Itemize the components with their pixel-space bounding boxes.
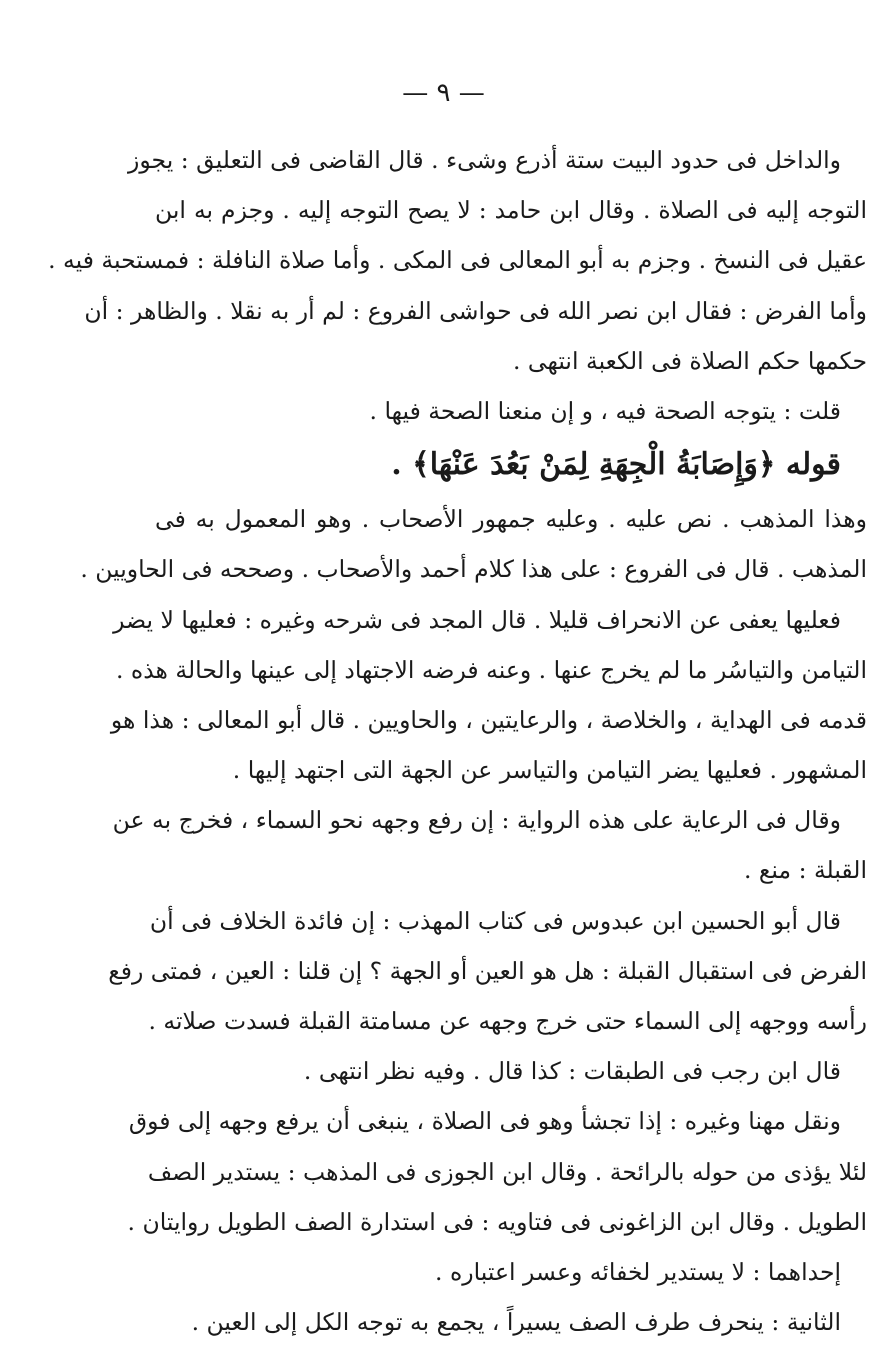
text-line: وهذا المذهب . نص عليه . وعليه جمهور الأصحاب . وهو المعمول به فى [155, 505, 867, 534]
text-line: الفرض فى استقبال القبلة : هل هو العين أو الجهة ؟ إن قلنا : العين ، فمتى رفع [108, 956, 867, 985]
text-line: القبلة : منع . [743, 856, 867, 885]
body-text [48, 135, 867, 1347]
text-line: قال ابن رجب فى الطبقات : كذا قال . وفيه نظر انتهى . [303, 1057, 841, 1086]
text-line: فعليها يعفى عن الانحراف قليلا . قال المجد فى شرحه وغيره : فعليها لا يضر [113, 605, 841, 634]
text-line: حكمها حكم الصلاة فى الكعبة انتهى . [512, 346, 867, 375]
text-line: المذهب . قال فى الفروع : على هذا كلام أحمد والأصحاب . وصححه فى الحاويين . [80, 555, 867, 584]
text-line: لئلا يؤذى من حوله بالرائحة . وقال ابن الجوزى فى المذهب : يستدير الصف [147, 1157, 867, 1186]
text-line: وأما الفرض : فقال ابن نصر الله فى حواشى الفروع : لم أر به نقلا . والظاهر : أن [84, 296, 867, 325]
text-line: التوجه إليه فى الصلاة . وقال ابن حامد : لا يصح التوجه إليه . وجزم به ابن [155, 196, 867, 225]
text-line: قلت : يتوجه الصحة فيه ، و إن منعنا الصحة فيها . [369, 396, 841, 425]
text-line: الطويل . وقال ابن الزاغونى فى فتاويه : فى استدارة الصف الطويل روايتان . [127, 1207, 867, 1236]
text-line: وقال فى الرعاية على هذه الرواية : إن رفع وجهه نحو السماء ، فخرج به عن [112, 806, 841, 835]
text-line: ونقل مهنا وغيره : إذا تجشأ وهو فى الصلاة ، ينبغى أن يرفع وجهه إلى فوق [128, 1107, 841, 1136]
section-heading: قوله ﴿وَإِصَابَةُ الْجِهَةِ لِمَنْ بَعُدَ عَنْهَا﴾ . [391, 447, 841, 483]
page-number: — ٩ — [402, 78, 485, 108]
text-line: والداخل فى حدود البيت ستة أذرع وشىء . قال القاضى فى التعليق : يجوز [128, 146, 841, 174]
text-line: عقيل فى النسخ . وجزم به أبو المعالى فى المكى . وأما صلاة النافلة : فمستحبة فيه . [48, 246, 867, 275]
text-line: قال أبو الحسين ابن عبدوس فى كتاب المهذب : إن فائدة الخلاف فى أن [149, 906, 841, 935]
text-line: رأسه ووجهه إلى السماء حتى خرج وجهه عن مسامتة القبلة فسدت صلاته . [148, 1007, 867, 1035]
text-line: المشهور . فعليها يضر التيامن والتياسر عن الجهة التى اجتهد إليها . [232, 756, 867, 785]
text-line: قدمه فى الهداية ، والخلاصة ، والرعايتين ، والحاويين . قال أبو المعالى : هذا هو [110, 705, 867, 734]
text-line: الثانية : ينحرف طرف الصف يسيراً ، يجمع به توجه الكل إلى العين . [191, 1308, 841, 1337]
text-line: إحداهما : لا يستدير لخفائه وعسر اعتباره . [435, 1257, 841, 1286]
text-line: التيامن والتياسُر ما لم يخرج عنها . وعنه فرضه الاجتهاد إلى عينها والحالة هذه . [115, 655, 867, 684]
